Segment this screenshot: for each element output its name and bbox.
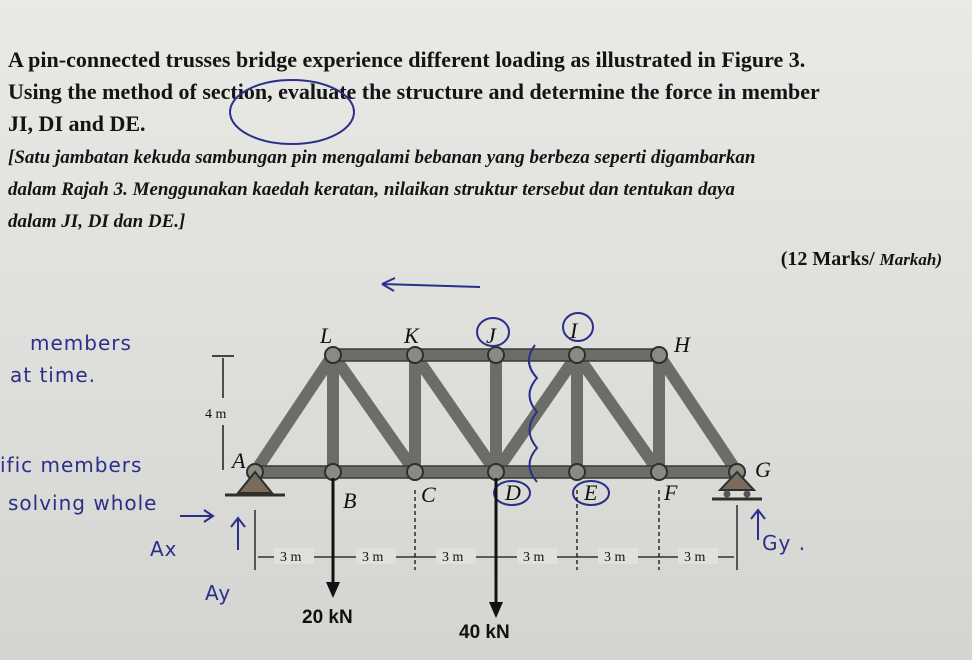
load-label-40kn: 40 kN <box>459 622 510 643</box>
malay-line-3: dalam JI, DI dan DE.] <box>8 211 186 232</box>
node-label-c: C <box>421 482 436 507</box>
member-al <box>255 355 333 472</box>
hand-arrow-left <box>382 278 480 291</box>
span-label-4: 3 m <box>523 550 545 565</box>
member-lc <box>333 355 415 472</box>
span-label-5: 3 m <box>604 550 626 565</box>
hand-gy: Gy . <box>762 531 807 555</box>
hand-circle-i <box>563 313 593 341</box>
node-label-l: L <box>320 323 333 348</box>
height-label: 4 m <box>205 407 227 422</box>
node-label-a: A <box>232 448 246 473</box>
span-label-1: 3 m <box>280 550 302 565</box>
marks-ms: Markah) <box>879 250 942 269</box>
node-label-j: J <box>486 323 496 348</box>
malay-line-1: [Satu jambatan kekuda sambungan pin mengalami bebanan yang berbeza seperti digambarkan <box>8 147 756 168</box>
member-if <box>577 355 659 472</box>
load-label-20kn: 20 kN <box>302 607 353 628</box>
question-line-3: JI, DI and DE. <box>8 111 146 136</box>
hand-reaction-arrows <box>180 510 765 550</box>
member-kd <box>415 355 496 472</box>
node-label-d: D <box>505 480 521 505</box>
truss-members <box>255 355 737 472</box>
question-line-2: Using the method of section, evaluate the structure and determine the force in member <box>8 79 820 104</box>
hand-ay: Ay <box>205 581 232 605</box>
member-hg <box>659 355 737 472</box>
span-label-6: 3 m <box>684 550 706 565</box>
hand-circle-section <box>230 80 354 144</box>
node-label-k: K <box>404 323 419 348</box>
span-label-2: 3 m <box>362 550 384 565</box>
load-arrowhead-40kn <box>489 602 503 618</box>
hand-note-2: at time. <box>10 363 96 387</box>
question-line-1: A pin-connected trusses bridge experience different loading as illustrated in Figure 3. <box>8 47 806 72</box>
node-label-i: I <box>570 318 578 343</box>
node-label-h: H <box>674 332 690 357</box>
hand-ax: Ax <box>150 537 178 561</box>
marks-en: (12 Marks/ <box>780 248 875 270</box>
node-label-e: E <box>584 480 598 505</box>
node-label-b: B <box>343 488 357 513</box>
node-label-g: G <box>755 457 771 482</box>
hand-note-1: members <box>30 331 132 355</box>
malay-line-2: dalam Rajah 3. Menggunakan kaedah keratan, nilaikan struktur tersebut dan tentukan daya <box>8 179 735 200</box>
span-label-3: 3 m <box>442 550 464 565</box>
hand-note-4: solving whole <box>8 491 158 515</box>
node-label-f: F <box>664 480 678 505</box>
load-arrowhead-20kn <box>326 582 340 598</box>
hand-note-3: ific members <box>0 453 143 477</box>
